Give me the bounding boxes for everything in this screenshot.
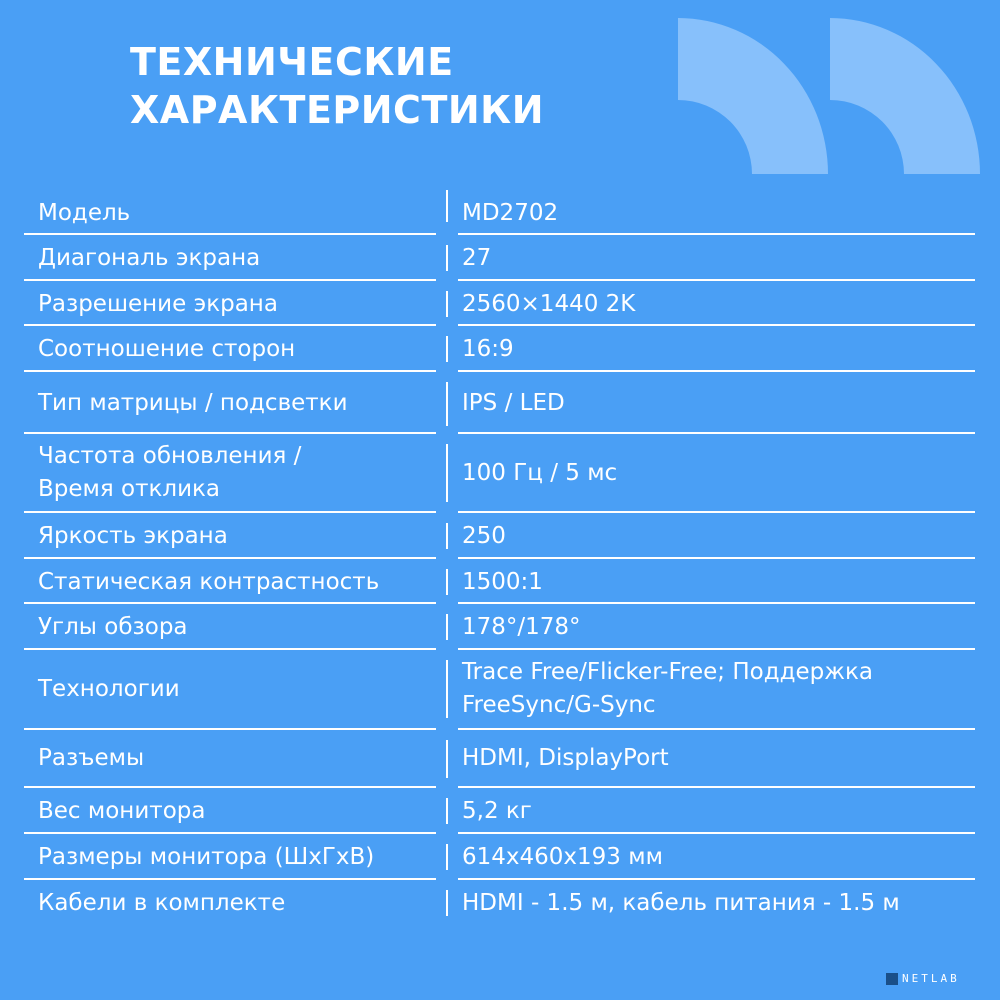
column-divider: [446, 740, 448, 778]
spec-label: Кабели в комплекте: [38, 889, 286, 916]
spec-value: HDMI - 1.5 м, кабель питания - 1.5 м: [462, 889, 900, 916]
spec-label: Диагональ экрана: [38, 245, 261, 271]
column-divider: [446, 614, 448, 640]
row-divider: [24, 648, 436, 650]
spec-row-viewing-angles: [0, 605, 1000, 649]
row-divider: [24, 878, 436, 880]
column-divider: [446, 444, 448, 502]
row-divider: [24, 279, 436, 281]
spec-row-aspect-ratio: [0, 327, 1000, 372]
spec-row-model: [0, 190, 1000, 236]
row-divider: [458, 432, 975, 434]
row-divider: [24, 233, 436, 235]
spec-row-refresh-rate: [0, 436, 1000, 510]
spec-row-contrast: [0, 560, 1000, 604]
row-divider: [24, 370, 436, 372]
spec-row-ports: [0, 731, 1000, 786]
row-divider: [24, 728, 436, 730]
spec-label: Технологии: [38, 675, 180, 702]
row-divider: [458, 786, 975, 788]
row-divider: [24, 557, 436, 559]
row-divider: [458, 832, 975, 834]
column-divider: [446, 844, 448, 870]
page-title-line-2: ХАРАКТЕРИСТИКИ: [130, 88, 545, 132]
spec-row-weight: [0, 789, 1000, 833]
row-divider: [458, 557, 975, 559]
spec-value: 250: [462, 522, 506, 549]
spec-label: Частота обновления / Время отклика: [38, 443, 302, 502]
spec-label: Вес монитора: [38, 797, 206, 824]
logo-text: NETLAB: [902, 972, 960, 985]
spec-label: Углы обзора: [38, 613, 188, 640]
spec-value: 5,2 кг: [462, 797, 532, 824]
logo-square-icon: [886, 973, 898, 985]
spec-row-technologies: [0, 651, 1000, 727]
netlab-logo: [886, 972, 960, 985]
spec-value: 178°/178°: [462, 613, 581, 640]
spec-label: Соотношение сторон: [38, 336, 296, 362]
row-divider: [458, 602, 975, 604]
row-divider: [24, 602, 436, 604]
row-divider: [24, 832, 436, 834]
spec-label: Размеры монитора (ШхГхВ): [38, 843, 375, 870]
column-divider: [446, 291, 448, 317]
column-divider: [446, 660, 448, 718]
row-divider: [24, 324, 436, 326]
spec-value: MD2702: [462, 199, 559, 226]
spec-row-panel-type: [0, 373, 1000, 433]
spec-row-diagonal: [0, 236, 1000, 281]
column-divider: [446, 245, 448, 271]
row-divider: [458, 233, 975, 235]
spec-label: Разрешение экрана: [38, 291, 278, 317]
column-divider: [446, 798, 448, 824]
row-divider: [458, 324, 975, 326]
spec-value: IPS / LED: [462, 389, 565, 416]
row-divider: [24, 432, 436, 434]
row-divider: [458, 648, 975, 650]
column-divider: [446, 382, 448, 426]
column-divider: [446, 523, 448, 549]
column-divider: [446, 890, 448, 916]
row-divider: [458, 279, 975, 281]
row-divider: [458, 370, 975, 372]
column-divider: [446, 336, 448, 362]
spec-value: 16:9: [462, 336, 514, 362]
column-divider: [446, 569, 448, 595]
spec-value: HDMI, DisplayPort: [462, 745, 669, 771]
spec-value: 2560×1440 2K: [462, 291, 636, 317]
spec-row-resolution: [0, 282, 1000, 327]
row-divider: [458, 511, 975, 513]
spec-label: Статическая контрастность: [38, 568, 380, 595]
spec-value: Trace Free/Flicker-Free; Поддержка FreeSync/G-Sync: [462, 659, 873, 718]
spec-label: Разъемы: [38, 745, 145, 771]
row-divider: [458, 728, 975, 730]
column-divider: [446, 190, 448, 222]
spec-value: 1500:1: [462, 568, 543, 595]
spec-row-dimensions: [0, 835, 1000, 879]
spec-row-brightness: [0, 514, 1000, 558]
page-title-line-1: ТЕХНИЧЕСКИЕ: [130, 40, 454, 84]
spec-label: Модель: [38, 199, 131, 226]
spec-row-cables: [0, 881, 1000, 925]
row-divider: [24, 511, 436, 513]
spec-value: 27: [462, 245, 492, 271]
spec-value: 614x460x193 мм: [462, 843, 663, 870]
spec-label: Тип матрицы / подсветки: [38, 389, 348, 416]
row-divider: [458, 878, 975, 880]
spec-label: Яркость экрана: [38, 522, 228, 549]
row-divider: [24, 786, 436, 788]
spec-value: 100 Гц / 5 мс: [462, 459, 618, 486]
